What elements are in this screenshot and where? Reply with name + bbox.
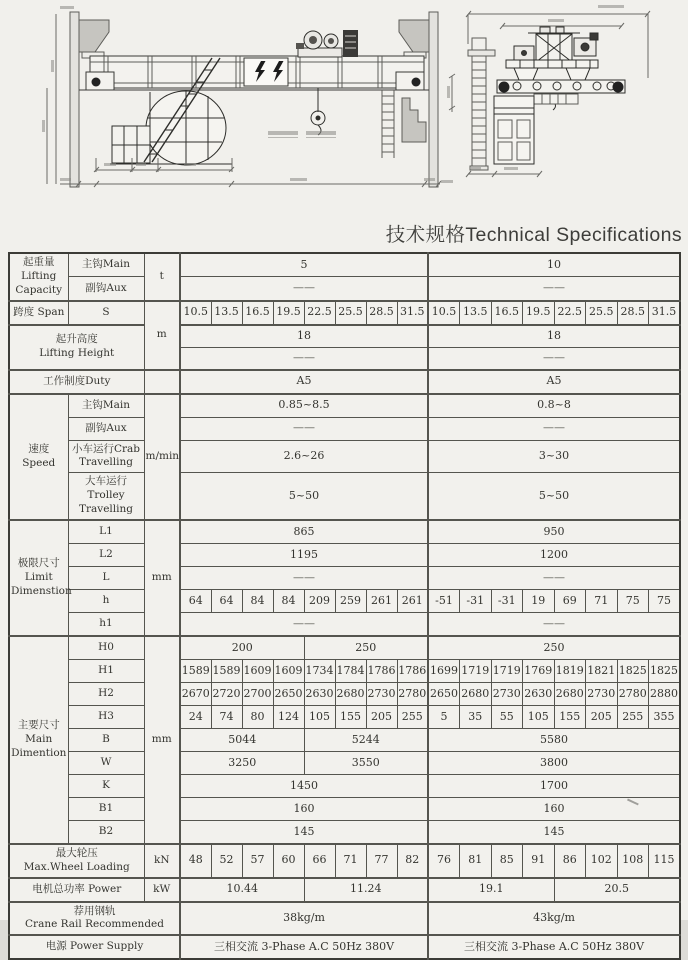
row-sublabel: 大车运行 Trolley Travelling — [68, 473, 144, 520]
value-cell: 10.5 — [428, 301, 460, 325]
value-cell: 43kg/m — [428, 902, 680, 936]
value-cell: 16.5 — [491, 301, 523, 325]
value-cell: 1821 — [586, 659, 618, 682]
table-row — [9, 728, 680, 751]
value-cell: 10.44 — [180, 878, 304, 902]
value-cell: -51 — [428, 589, 460, 612]
value-cell: 115 — [649, 844, 681, 878]
value-cell: 205 — [366, 705, 397, 728]
table-row — [9, 253, 680, 277]
row-sublabel: S — [68, 301, 144, 325]
value-cell: 25.5 — [335, 301, 366, 325]
value-cell: 35 — [460, 705, 492, 728]
value-cell: 5~50 — [428, 473, 680, 520]
value-cell: —— — [180, 347, 428, 370]
value-cell: 31.5 — [397, 301, 428, 325]
value-cell: A5 — [428, 370, 680, 394]
table-row — [9, 417, 680, 440]
value-cell: 11.24 — [304, 878, 428, 902]
row-sublabel: L1 — [68, 520, 144, 544]
value-cell: 2780 — [617, 682, 649, 705]
value-cell: 28.5 — [617, 301, 649, 325]
value-cell: 160 — [428, 797, 680, 820]
wheel-icon — [613, 82, 624, 93]
value-cell: 1786 — [397, 659, 428, 682]
row-sublabel: B1 — [68, 797, 144, 820]
row-sublabel: L — [68, 566, 144, 589]
table-row — [9, 878, 680, 902]
value-cell: 1699 — [428, 659, 460, 682]
trolley — [506, 27, 598, 80]
value-cell: 5 — [180, 253, 428, 277]
value-cell: —— — [428, 612, 680, 636]
row-label: 荐用钢轨 Crane Rail Recommended — [9, 902, 180, 936]
table-row — [9, 543, 680, 566]
value-cell: 三相交流 3-Phase A.C 50Hz 380V — [428, 935, 680, 959]
value-cell: 3250 — [180, 751, 304, 774]
right-wall — [429, 12, 438, 187]
value-cell: 108 — [617, 844, 649, 878]
value-cell: 2650 — [428, 682, 460, 705]
value-cell: 1825 — [649, 659, 681, 682]
value-cell: 1719 — [460, 659, 492, 682]
value-cell: 2670 — [180, 682, 211, 705]
value-cell: 3~30 — [428, 440, 680, 473]
value-cell: 22.5 — [304, 301, 335, 325]
value-cell: 76 — [428, 844, 460, 878]
table-row — [9, 820, 680, 844]
value-cell: 355 — [649, 705, 681, 728]
right-corbel — [399, 20, 429, 52]
row-sublabel: B — [68, 728, 144, 751]
value-cell: 5044 — [180, 728, 304, 751]
value-cell: 2680 — [460, 682, 492, 705]
value-cell: 57 — [242, 844, 273, 878]
table-row — [9, 566, 680, 589]
value-cell: 2630 — [304, 682, 335, 705]
value-cell: 2680 — [554, 682, 586, 705]
value-cell: 145 — [180, 820, 428, 844]
value-cell: 60 — [273, 844, 304, 878]
value-cell: 155 — [335, 705, 366, 728]
value-cell: 1450 — [180, 774, 428, 797]
value-cell: —— — [428, 277, 680, 301]
value-cell: 2730 — [366, 682, 397, 705]
value-cell: 0.85~8.5 — [180, 394, 428, 418]
value-cell: 84 — [273, 589, 304, 612]
row-sublabel: h — [68, 589, 144, 612]
value-cell: 2650 — [273, 682, 304, 705]
unit-cell: mm — [144, 520, 180, 636]
value-cell: 91 — [523, 844, 555, 878]
unit-cell: m — [144, 301, 180, 370]
row-sublabel: B2 — [68, 820, 144, 844]
value-cell: 105 — [304, 705, 335, 728]
value-cell: 64 — [180, 589, 211, 612]
table-row — [9, 902, 680, 936]
row-label: 起升高度 Lifting Height — [9, 325, 144, 370]
value-cell: 1195 — [180, 543, 428, 566]
row-sublabel: W — [68, 751, 144, 774]
value-cell: 66 — [304, 844, 335, 878]
value-cell: 1609 — [273, 659, 304, 682]
value-cell: 865 — [180, 520, 428, 544]
value-cell: 1819 — [554, 659, 586, 682]
table-row — [9, 473, 680, 520]
value-cell: 2720 — [211, 682, 242, 705]
table-row — [9, 440, 680, 473]
table-row — [9, 774, 680, 797]
value-cell: 2880 — [649, 682, 681, 705]
table-row — [9, 751, 680, 774]
value-cell: 261 — [366, 589, 397, 612]
row-sublabel: 小车运行Crab Travelling — [68, 440, 144, 473]
value-cell: 950 — [428, 520, 680, 544]
value-cell: 1719 — [491, 659, 523, 682]
table-row — [9, 659, 680, 682]
value-cell: —— — [428, 566, 680, 589]
hook-icon — [311, 88, 325, 135]
value-cell: 261 — [397, 589, 428, 612]
row-label: 极限尺寸 Limit Dimenstion — [9, 520, 68, 636]
value-cell: 124 — [273, 705, 304, 728]
value-cell: —— — [180, 566, 428, 589]
unit-cell: mm — [144, 636, 180, 844]
value-cell: 3550 — [304, 751, 428, 774]
value-cell: 3800 — [428, 751, 680, 774]
value-cell: 1784 — [335, 659, 366, 682]
table-row — [9, 325, 680, 348]
value-cell: 5580 — [428, 728, 680, 751]
table-row — [9, 705, 680, 728]
value-cell: 16.5 — [242, 301, 273, 325]
value-cell: 1589 — [180, 659, 211, 682]
left-corbel — [79, 20, 109, 52]
value-cell: 102 — [586, 844, 618, 878]
value-cell: 25.5 — [586, 301, 618, 325]
value-cell: 2.6~26 — [180, 440, 428, 473]
value-cell: 24 — [180, 705, 211, 728]
value-cell: 28.5 — [366, 301, 397, 325]
value-cell: 200 — [180, 636, 304, 660]
value-cell: -31 — [460, 589, 492, 612]
table-row — [9, 301, 680, 325]
row-sublabel: 主钩Main — [68, 394, 144, 418]
row-sublabel: 主钩Main — [68, 253, 144, 277]
crane-front-view — [42, 6, 441, 187]
value-cell: 209 — [304, 589, 335, 612]
value-cell: 84 — [242, 589, 273, 612]
row-sublabel: H0 — [68, 636, 144, 660]
unit-cell — [144, 370, 180, 394]
value-cell: 82 — [397, 844, 428, 878]
value-cell: 38kg/m — [180, 902, 428, 936]
value-cell: 22.5 — [554, 301, 586, 325]
value-cell: 86 — [554, 844, 586, 878]
row-sublabel: K — [68, 774, 144, 797]
table-row — [9, 682, 680, 705]
value-cell: 2680 — [335, 682, 366, 705]
crane-technical-drawing — [0, 0, 688, 215]
value-cell: 5~50 — [180, 473, 428, 520]
value-cell: 19.5 — [523, 301, 555, 325]
value-cell: 2780 — [397, 682, 428, 705]
value-cell: 48 — [180, 844, 211, 878]
row-label: 电机总功率 Power — [9, 878, 144, 902]
value-cell: 1734 — [304, 659, 335, 682]
value-cell: 81 — [460, 844, 492, 878]
table-row — [9, 589, 680, 612]
wheel-icon — [499, 82, 510, 93]
wheel-icon — [92, 78, 101, 87]
value-cell: 5244 — [304, 728, 428, 751]
table-row — [9, 636, 680, 660]
value-cell: 75 — [649, 589, 681, 612]
row-sublabel: H1 — [68, 659, 144, 682]
value-cell: 20.5 — [554, 878, 680, 902]
value-cell: 160 — [180, 797, 428, 820]
value-cell: 205 — [586, 705, 618, 728]
value-cell: 0.8~8 — [428, 394, 680, 418]
row-sublabel: L2 — [68, 543, 144, 566]
value-cell: —— — [428, 347, 680, 370]
value-cell: 三相交流 3-Phase A.C 50Hz 380V — [180, 935, 428, 959]
value-cell: 18 — [180, 325, 428, 348]
table-row — [9, 935, 680, 959]
table-row — [9, 394, 680, 418]
ladder-icon — [468, 38, 495, 170]
value-cell: 69 — [554, 589, 586, 612]
value-cell: 105 — [523, 705, 555, 728]
value-cell: 80 — [242, 705, 273, 728]
value-cell: 2630 — [523, 682, 555, 705]
value-cell: —— — [180, 277, 428, 301]
value-cell: 259 — [335, 589, 366, 612]
value-cell: 74 — [211, 705, 242, 728]
value-cell: 255 — [397, 705, 428, 728]
value-cell: 1700 — [428, 774, 680, 797]
row-sublabel: H2 — [68, 682, 144, 705]
value-cell: —— — [180, 417, 428, 440]
value-cell: 250 — [304, 636, 428, 660]
value-cell: 71 — [586, 589, 618, 612]
value-cell: —— — [428, 417, 680, 440]
row-sublabel: 副钩Aux — [68, 277, 144, 301]
value-cell: 1200 — [428, 543, 680, 566]
table-row — [9, 844, 680, 878]
value-cell: 19 — [523, 589, 555, 612]
value-cell: 77 — [366, 844, 397, 878]
spec-table-body — [9, 253, 680, 959]
value-cell: 19.5 — [273, 301, 304, 325]
value-cell: 5 — [428, 705, 460, 728]
row-label: 工作制度Duty — [9, 370, 144, 394]
value-cell: 255 — [617, 705, 649, 728]
value-cell: —— — [180, 612, 428, 636]
value-cell: 55 — [491, 705, 523, 728]
table-row — [9, 370, 680, 394]
value-cell: 250 — [428, 636, 680, 660]
unit-cell: kW — [144, 878, 180, 902]
row-label: 速度 Speed — [9, 394, 68, 520]
operator-cab — [110, 91, 232, 165]
value-cell: 1589 — [211, 659, 242, 682]
value-cell: A5 — [180, 370, 428, 394]
value-cell: 1609 — [242, 659, 273, 682]
value-cell: 52 — [211, 844, 242, 878]
left-wall — [70, 12, 79, 187]
value-cell: 19.1 — [428, 878, 554, 902]
table-row — [9, 520, 680, 544]
row-label: 电源 Power Supply — [9, 935, 180, 959]
row-label: 主要尺寸 Main Dimention — [9, 636, 68, 844]
value-cell: 31.5 — [649, 301, 681, 325]
row-sublabel: H3 — [68, 705, 144, 728]
value-cell: 2730 — [586, 682, 618, 705]
value-cell: 1825 — [617, 659, 649, 682]
spec-table — [8, 252, 681, 960]
value-cell: 10.5 — [180, 301, 211, 325]
value-cell: 18 — [428, 325, 680, 348]
page-title: 技术规格Technical Specifications — [385, 224, 682, 246]
value-cell: 64 — [211, 589, 242, 612]
row-sublabel: h1 — [68, 612, 144, 636]
unit-cell: m/min — [144, 394, 180, 520]
unit-cell: t — [144, 253, 180, 301]
ladder-icon — [382, 90, 394, 158]
value-cell: 85 — [491, 844, 523, 878]
row-label: 最大轮压 Max.Wheel Loading — [9, 844, 144, 878]
wheel-icon — [412, 78, 421, 87]
row-label: 跨度 Span — [9, 301, 68, 325]
value-cell: -31 — [491, 589, 523, 612]
table-row — [9, 612, 680, 636]
value-cell: 2700 — [242, 682, 273, 705]
row-label: 起重量 Lifting Capacity — [9, 253, 68, 301]
stepped-corbel — [402, 98, 426, 142]
value-cell: 13.5 — [460, 301, 492, 325]
value-cell: 71 — [335, 844, 366, 878]
crane-side-view — [441, 5, 650, 183]
value-cell: 155 — [554, 705, 586, 728]
row-sublabel: 副钩Aux — [68, 417, 144, 440]
hoist-machinery — [296, 30, 358, 57]
value-cell: 75 — [617, 589, 649, 612]
value-cell: 13.5 — [211, 301, 242, 325]
value-cell: 145 — [428, 820, 680, 844]
value-cell: 1786 — [366, 659, 397, 682]
value-cell: 10 — [428, 253, 680, 277]
table-row — [9, 797, 680, 820]
unit-cell: kN — [144, 844, 180, 878]
side-cab — [494, 94, 578, 164]
table-row — [9, 277, 680, 301]
value-cell: 2730 — [491, 682, 523, 705]
value-cell: 1769 — [523, 659, 555, 682]
